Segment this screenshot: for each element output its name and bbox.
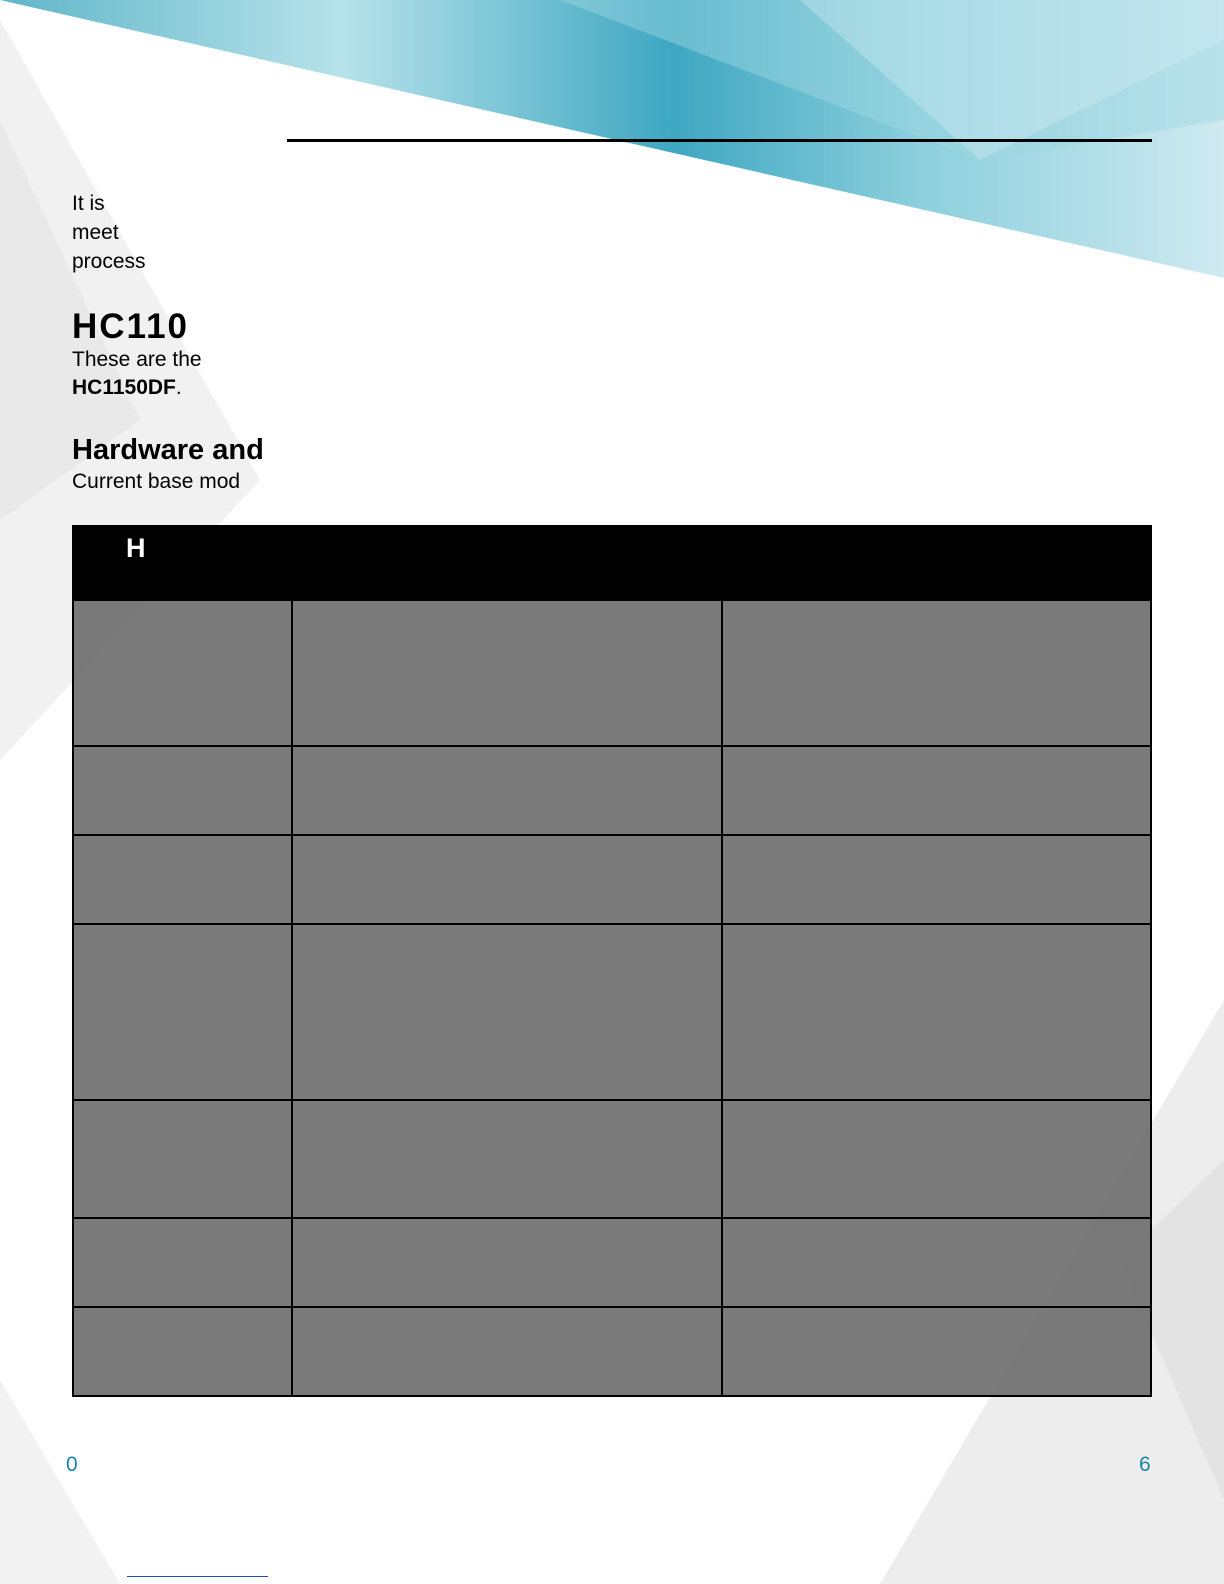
table-row bbox=[73, 600, 1151, 746]
table-cell bbox=[722, 600, 1151, 746]
table-body bbox=[72, 599, 1152, 1397]
hardware-description: Current base mod bbox=[72, 470, 241, 493]
table-cell bbox=[292, 924, 722, 1100]
table-row bbox=[73, 746, 1151, 835]
page-number-left: 0 bbox=[66, 1453, 78, 1476]
table-cell bbox=[292, 746, 722, 835]
table-cell bbox=[722, 1307, 1151, 1396]
hardware-heading: Hardware and bbox=[72, 434, 264, 466]
table-cell bbox=[292, 1307, 722, 1396]
table-cell bbox=[73, 1218, 292, 1307]
table-cell bbox=[73, 924, 292, 1100]
table-cell bbox=[73, 600, 292, 746]
table-row bbox=[73, 835, 1151, 924]
table-cell bbox=[722, 1218, 1151, 1307]
table-cell bbox=[73, 746, 292, 835]
table-cell bbox=[292, 1100, 722, 1218]
table-row bbox=[73, 1218, 1151, 1307]
page-number-right: 6 bbox=[1139, 1453, 1151, 1476]
table-header bbox=[72, 525, 1152, 599]
table-cell bbox=[73, 1100, 292, 1218]
intro-line-3: process bbox=[72, 250, 146, 273]
intro-line-2: meet bbox=[72, 221, 119, 244]
table-cell bbox=[292, 835, 722, 924]
table-cell bbox=[722, 1100, 1151, 1218]
table-cell bbox=[722, 835, 1151, 924]
model-heading: HC110 bbox=[72, 307, 190, 346]
model-description: These are the bbox=[72, 348, 202, 371]
table-cell bbox=[292, 600, 722, 746]
header-rule bbox=[287, 139, 1152, 142]
model-name-line bbox=[72, 374, 182, 402]
model-name-suffix: . bbox=[175, 376, 182, 399]
table-row bbox=[73, 924, 1151, 1100]
table-row bbox=[73, 1307, 1151, 1396]
footer-link-underline[interactable] bbox=[127, 1576, 268, 1577]
model-name: HC1150DF bbox=[72, 376, 176, 399]
table-header-label: H bbox=[126, 533, 146, 563]
table-cell bbox=[73, 835, 292, 924]
table-row bbox=[73, 1100, 1151, 1218]
table-cell bbox=[722, 924, 1151, 1100]
hardware-spec-table bbox=[72, 525, 1152, 1397]
table-cell bbox=[722, 746, 1151, 835]
table-cell bbox=[73, 1307, 292, 1396]
table-cell bbox=[292, 1218, 722, 1307]
intro-line-1: It is bbox=[72, 192, 105, 215]
